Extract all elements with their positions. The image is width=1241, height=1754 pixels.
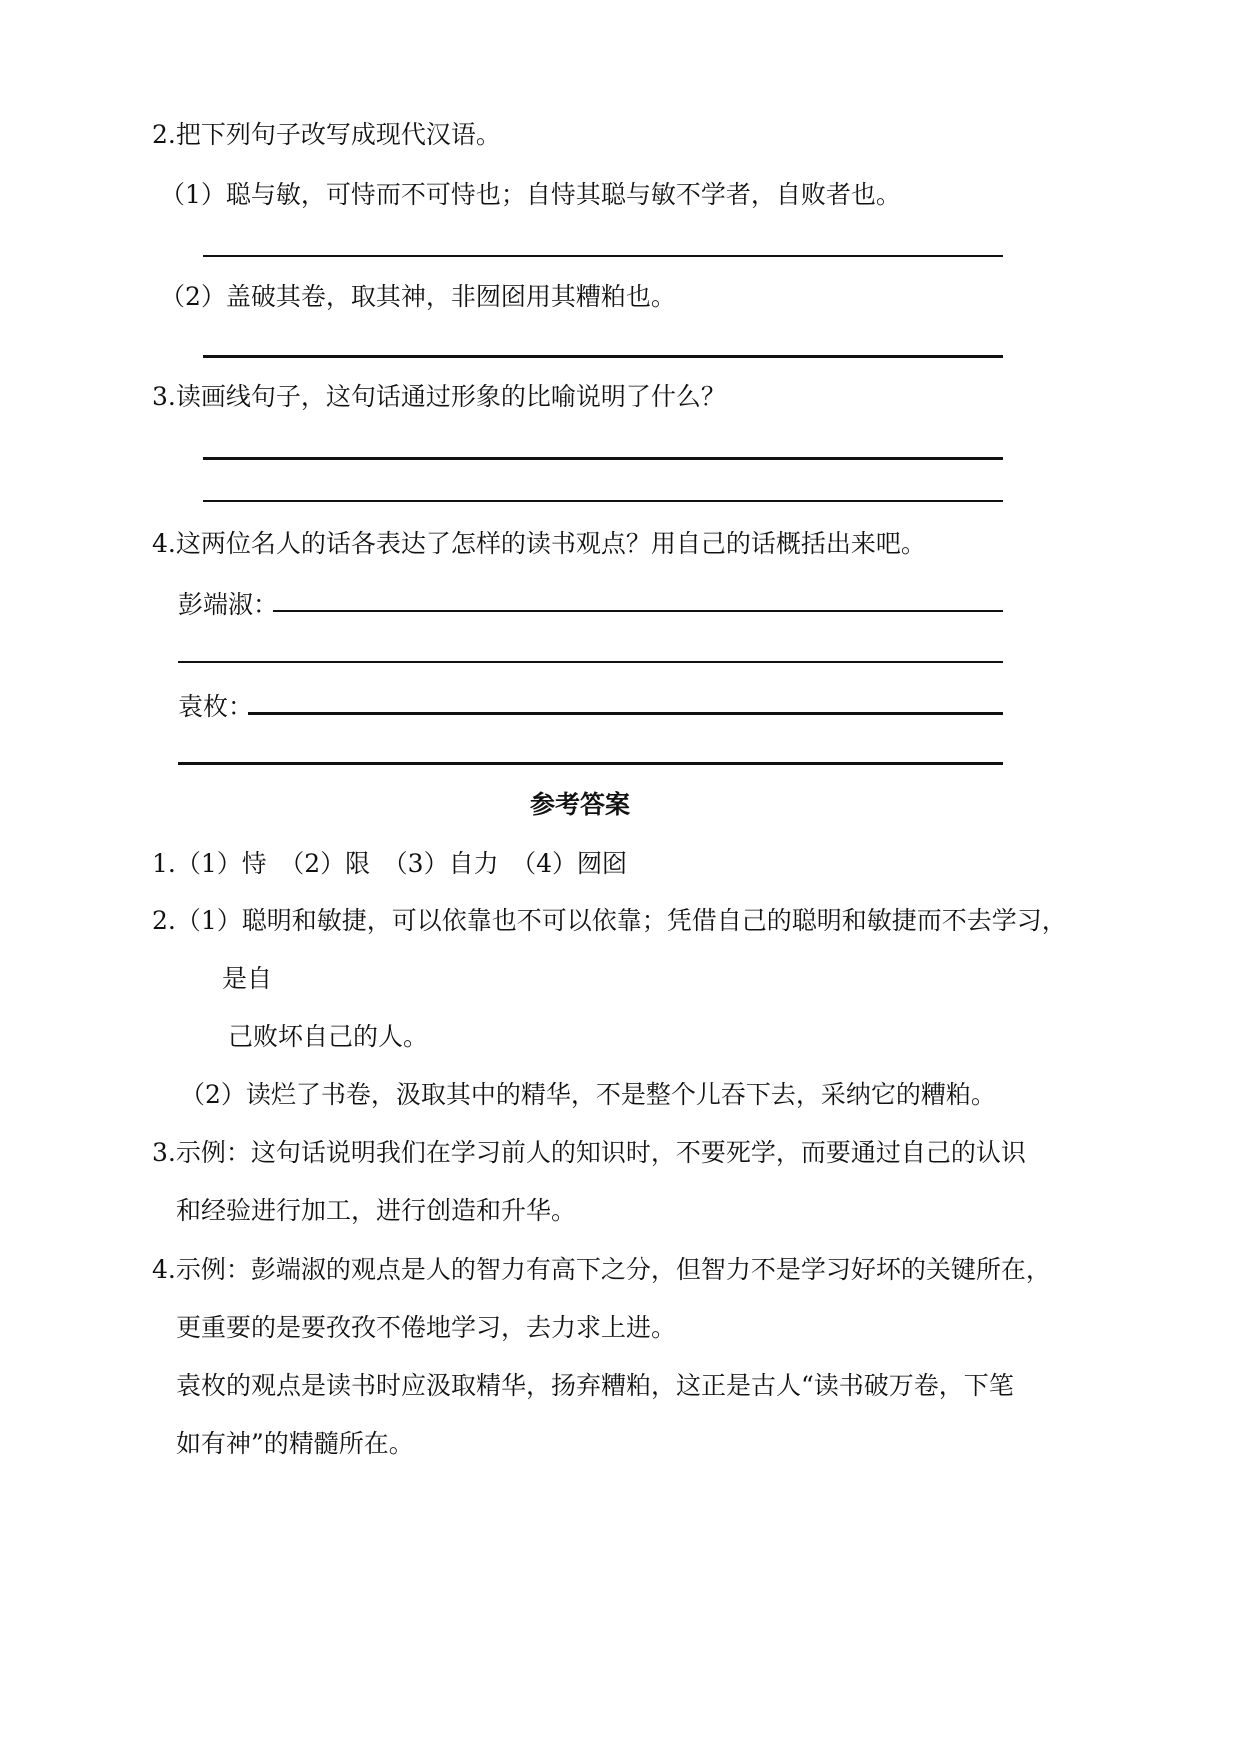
answer-line[interactable] (178, 661, 1003, 663)
answer-4-line-2: 更重要的是要孜孜不倦地学习，去力求上进。 (176, 1313, 677, 1342)
label-yuan-mei: 袁枚： (178, 692, 254, 721)
answer-4-line-4: 如有神”的精髓所在。 (176, 1429, 414, 1458)
answer-2-line-2: 是自 (222, 964, 273, 993)
answer-2-line-3: 己败坏自己的人。 (228, 1022, 429, 1051)
answer-2-line-1: 2.（1）聪明和敏捷，可以依靠也不可以依靠；凭借自己的聪明和敏捷而不去学习， (152, 906, 1067, 935)
question-2-sub-1: （1）聪与敏，可恃而不可恃也；自恃其聪与敏不学者，自败者也。 (160, 180, 901, 209)
question-2-prompt: 2.把下列句子改写成现代汉语。 (152, 120, 501, 149)
answer-line[interactable] (203, 255, 1003, 257)
answer-3-line-2: 和经验进行加工，进行创造和升华。 (176, 1196, 577, 1225)
answer-line[interactable] (178, 762, 1003, 765)
answer-2-line-4: （2）读烂了书卷，汲取其中的精华，不是整个儿吞下去，采纳它的糟粕。 (180, 1080, 996, 1109)
answers-title: 参考答案 (530, 790, 631, 819)
answer-line[interactable] (203, 500, 1003, 502)
answer-line[interactable] (203, 355, 1003, 358)
answer-3-line-1: 3.示例：这句话说明我们在学习前人的知识时，不要死学，而要通过自己的认识 (152, 1138, 1026, 1167)
answer-line[interactable] (273, 610, 1003, 612)
question-4-prompt: 4.这两位名人的话各表达了怎样的读书观点？用自己的话概括出来吧。 (152, 529, 926, 558)
question-3-prompt: 3.读画线句子，这句话通过形象的比喻说明了什么？ (152, 382, 726, 411)
answer-4-line-1: 4.示例：彭端淑的观点是人的智力有高下之分，但智力不是学习好坏的关键所在， (152, 1255, 1051, 1284)
question-2-sub-2: （2）盖破其卷，取其神，非囫囵用其糟粕也。 (160, 282, 676, 311)
label-peng-duanshu: 彭端淑： (178, 590, 279, 619)
answer-4-line-3: 袁枚的观点是读书时应汲取精华，扬弃糟粕，这正是古人“读书破万卷，下笔 (176, 1371, 1014, 1400)
answer-1: 1.（1）恃 （2）限 （3）自力 （4）囫囵 (152, 849, 627, 878)
answer-line[interactable] (203, 457, 1003, 460)
answer-line[interactable] (248, 712, 1003, 715)
